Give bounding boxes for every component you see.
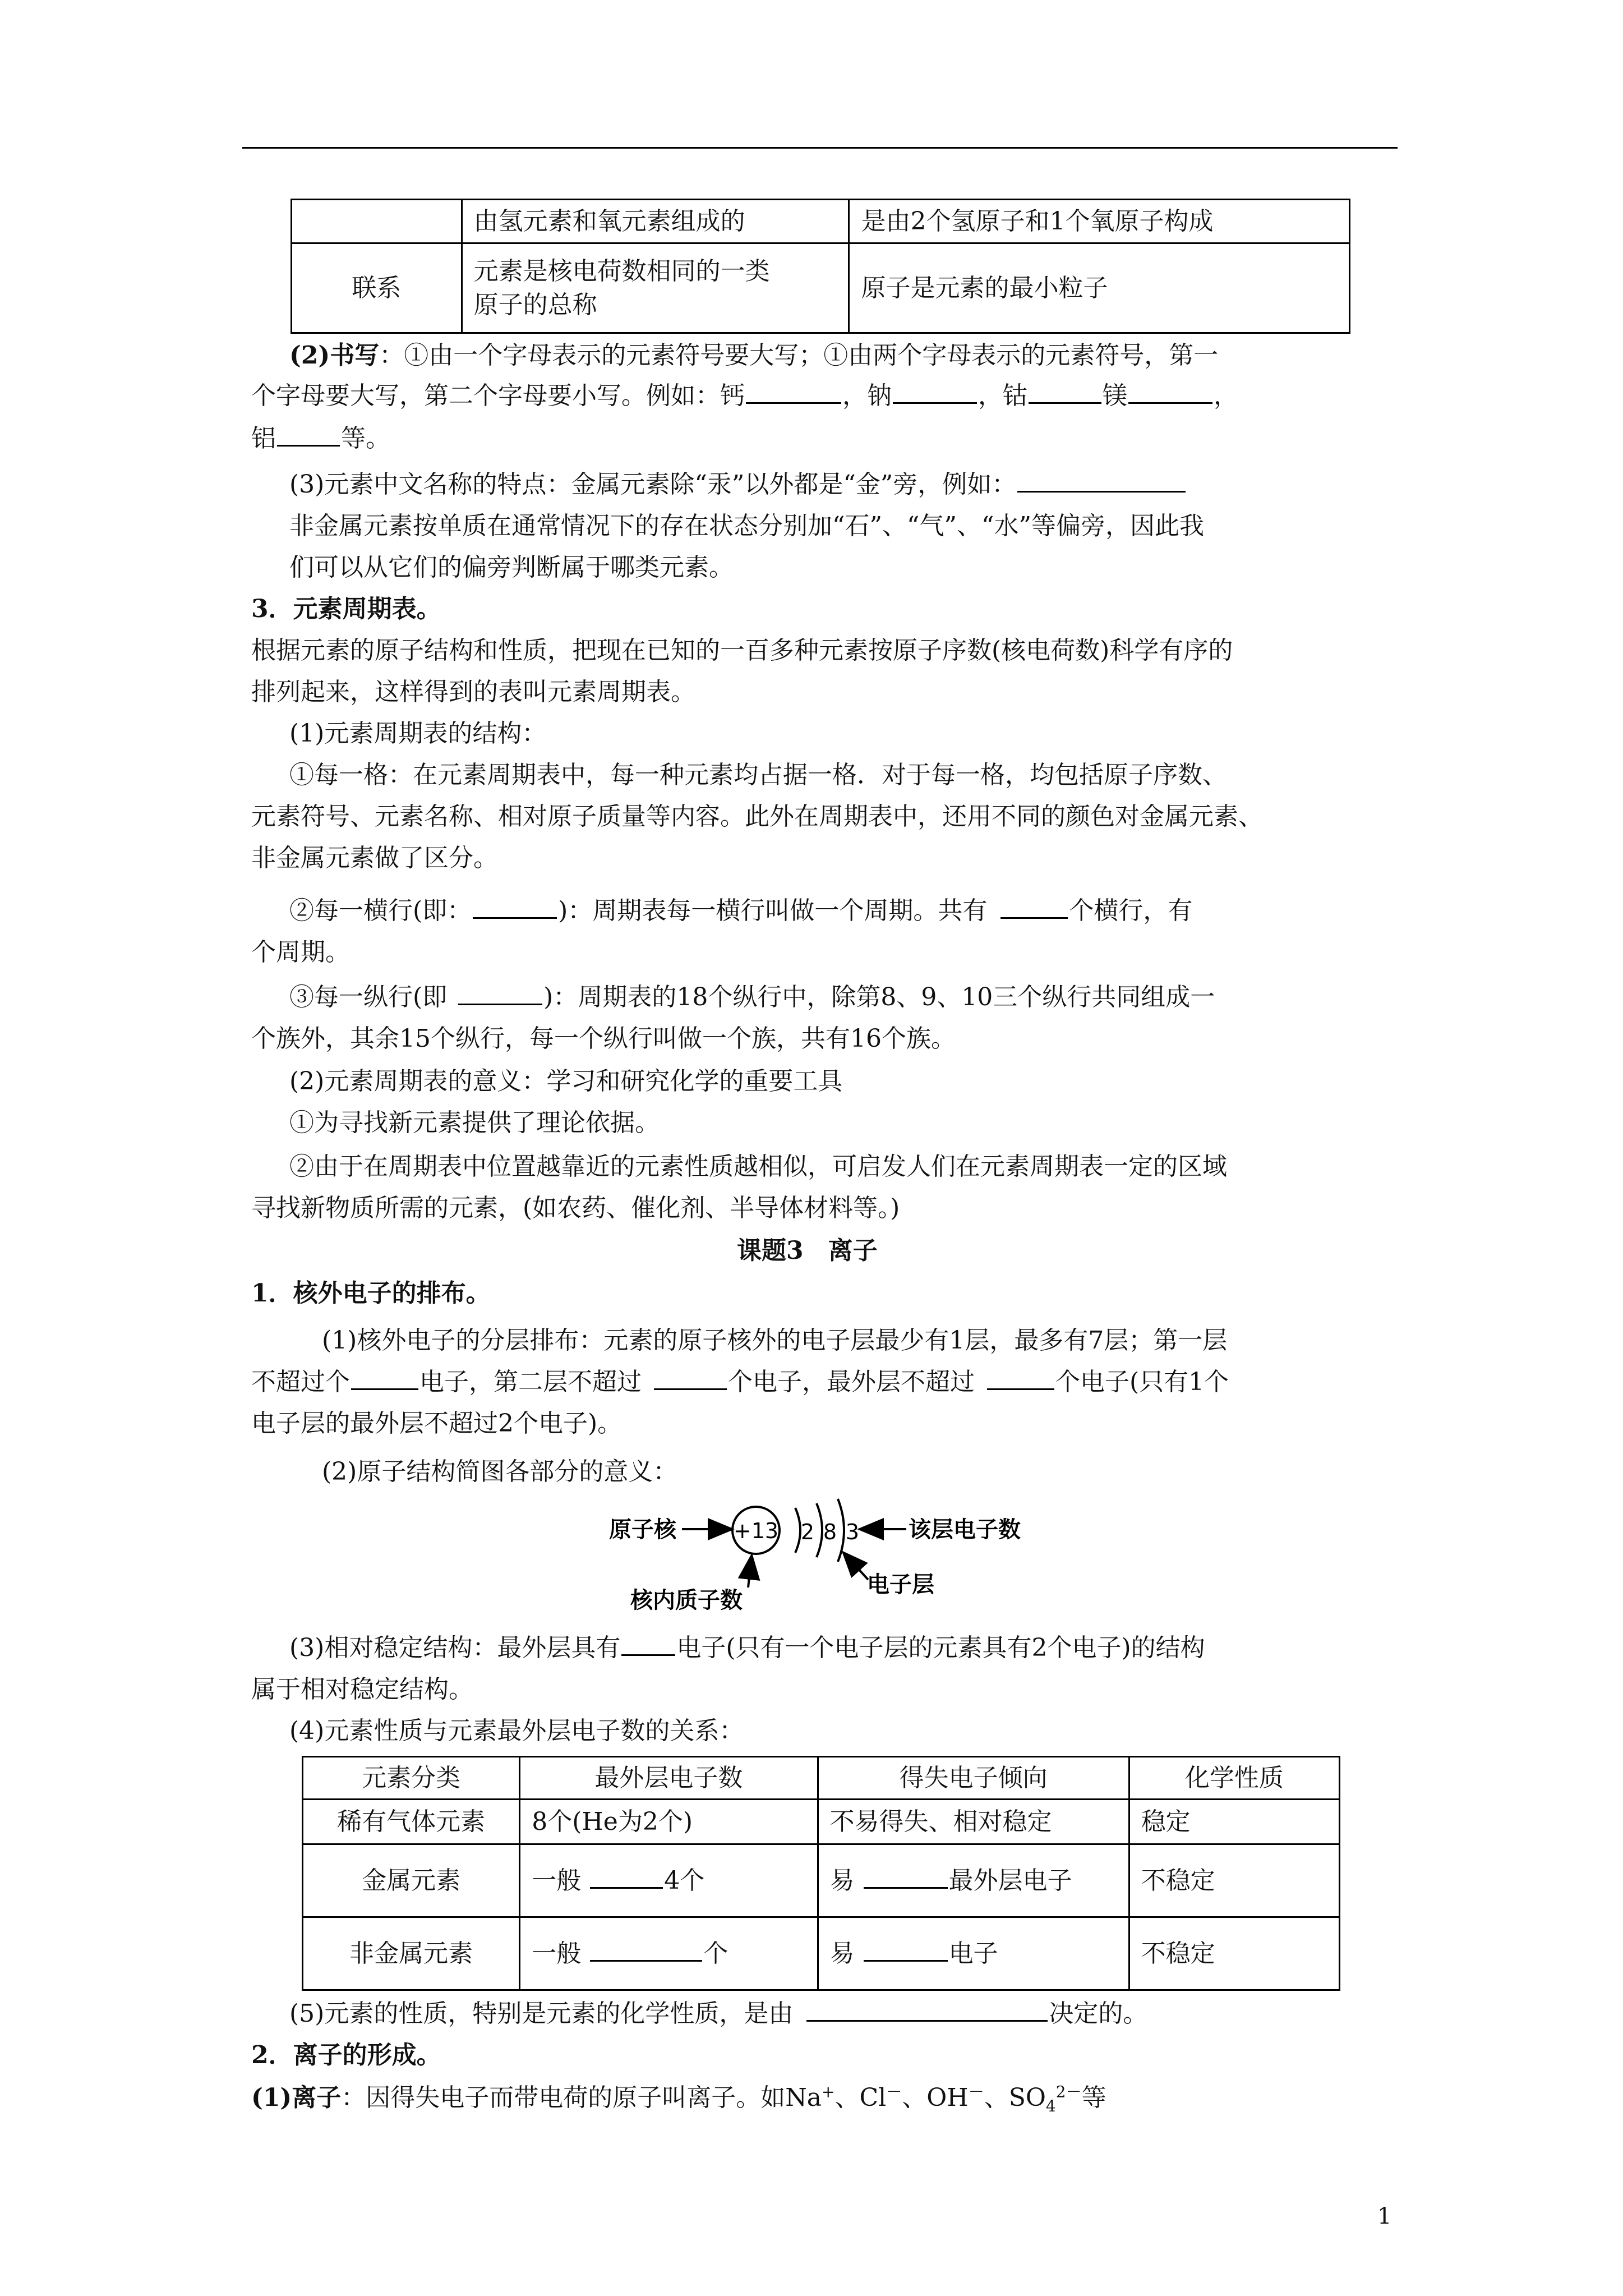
- text: 、OH: [902, 2083, 969, 2112]
- table-cell: 由氢元素和氧元素组成的: [462, 200, 849, 243]
- text: 铝: [251, 424, 276, 453]
- text: 4个: [664, 1866, 705, 1895]
- section-heading: 2．离子的形成。: [251, 2041, 441, 2069]
- paragraph-line: (1)核外电子的分层排布：元素的原子核外的电子层最少有1层，最多有7层；第一层: [322, 1326, 1228, 1355]
- answer-blank[interactable]: [864, 1865, 948, 1889]
- answer-blank[interactable]: [590, 1865, 663, 1889]
- table-cell: 8个(He为2个): [520, 1800, 818, 1844]
- writing-line-1: [289, 339, 1218, 372]
- table-cell: [818, 1844, 1129, 1917]
- table-cell: 稀有气体元素: [303, 1800, 520, 1844]
- text: 镁: [1103, 381, 1127, 410]
- shell-arc: [817, 1503, 822, 1557]
- text: 易: [829, 1939, 855, 1968]
- paragraph-line: 属于相对稳定结构。: [251, 1675, 473, 1704]
- nucleus-label: 原子核: [609, 1517, 676, 1543]
- answer-blank[interactable]: [473, 895, 557, 919]
- table-cell: 是由2个氢原子和1个氧原子构成: [849, 200, 1350, 243]
- proton-label: 核内质子数: [630, 1588, 743, 1613]
- answer-blank[interactable]: [1029, 380, 1101, 404]
- section-heading: 3．元素周期表。: [251, 595, 441, 623]
- table-cell: 稳定: [1129, 1800, 1339, 1844]
- lesson-title: 课题3 离子: [737, 1236, 878, 1265]
- table-header: 元素分类: [303, 1757, 520, 1800]
- charge: －: [886, 2082, 902, 2101]
- answer-blank[interactable]: [621, 1632, 675, 1656]
- paragraph-line: 元素符号、元素名称、相对原子质量等内容。此外在周期表中，还用不同的颜色对金属元素、: [251, 802, 1263, 831]
- text: 电子(只有一个电子层的元素具有2个电子)的结构: [676, 1634, 1205, 1662]
- charge: 2－: [1055, 2082, 1082, 2101]
- table-row: [303, 1800, 1340, 1844]
- text: 最外层电子: [948, 1866, 1072, 1895]
- answer-blank[interactable]: [987, 1366, 1054, 1390]
- text: ：①由一个字母表示的元素符号要大写；①由两个字母表示的元素符号，第一: [379, 341, 1219, 370]
- paragraph-line: 排列起来，这样得到的表叫元素周期表。: [251, 678, 695, 706]
- paragraph-line: ①每一格：在元素周期表中，每一种元素均占据一格．对于每一格，均包括原子序数、: [289, 761, 1227, 789]
- text: 不超过个: [251, 1368, 350, 1396]
- paragraph-line: (1)元素周期表的结构：: [289, 719, 547, 748]
- ion-definition: [251, 2081, 1106, 2115]
- table-cell: [462, 243, 849, 333]
- table-row: [303, 1917, 1340, 1990]
- names-line-3: 们可以从它们的偏旁判断属于哪类元素。: [289, 553, 734, 582]
- text: )：周期表每一横行叫做一个周期。共有: [558, 896, 988, 925]
- page-number: 1: [1377, 2203, 1392, 2229]
- paragraph-line: ①为寻找新元素提供了理论依据。: [289, 1108, 660, 1137]
- table-cell: 不易得失、相对稳定: [818, 1800, 1129, 1844]
- paragraph-line: [289, 1631, 1205, 1665]
- paragraph-line: 电子层的最外层不超过2个电子)。: [251, 1409, 623, 1438]
- table-header: 得失电子倾向: [818, 1757, 1129, 1800]
- table-cell: [818, 1917, 1129, 1990]
- text: 、SO: [984, 2083, 1046, 2112]
- answer-blank[interactable]: [806, 1998, 1048, 2022]
- text: 个横行，有: [1069, 896, 1193, 925]
- text: 电子: [948, 1939, 998, 1968]
- text: 等。: [341, 424, 390, 453]
- table-cell: 金属元素: [303, 1844, 520, 1917]
- subscript: 4: [1045, 2096, 1056, 2115]
- text: 个电子(只有1个: [1055, 1368, 1229, 1396]
- cell-line: 原子的总称: [473, 290, 597, 319]
- atom-structure-diagram: [600, 1492, 1049, 1616]
- text: 电子，第二层不超过: [419, 1368, 642, 1396]
- table-cell: 原子是元素的最小粒子: [849, 243, 1350, 333]
- text: (5)元素的性质，特别是元素的化学性质，是由: [289, 1999, 794, 2028]
- paragraph-line: [289, 894, 1192, 928]
- table-cell: 不稳定: [1129, 1844, 1339, 1917]
- answer-blank[interactable]: [893, 380, 977, 404]
- table-header: 最外层电子数: [520, 1757, 818, 1800]
- writing-line-2: [251, 379, 1238, 413]
- text: 一般: [532, 1866, 582, 1895]
- shell-electrons: 8: [823, 1520, 837, 1544]
- text: 个: [703, 1939, 728, 1968]
- text: 等: [1081, 2083, 1106, 2112]
- text: ③每一纵行(即: [289, 983, 448, 1011]
- text: ：因得失电子而带电荷的原子叫离子。如Na: [341, 2083, 822, 2112]
- text: 一般: [532, 1939, 582, 1968]
- text: ，钠: [842, 381, 892, 410]
- element-properties-table: [302, 1756, 1340, 1991]
- paragraph-line: 个族外，其余15个纵行，每一个纵行叫做一个族，共有16个族。: [251, 1024, 956, 1053]
- shell-arrow: [845, 1554, 868, 1580]
- text: 个电子，最外层不超过: [728, 1368, 975, 1396]
- paragraph-line: ②由于在周期表中位置越靠近的元素性质越相似，可启发人们在元素周期表一定的区域: [289, 1152, 1227, 1181]
- names-line-1: [289, 468, 1187, 501]
- table-cell: 不稳定: [1129, 1917, 1339, 1990]
- text: 个字母要大写，第二个字母要小写。例如：钙: [251, 381, 745, 410]
- text: 易: [829, 1866, 855, 1895]
- text: ，: [1214, 381, 1238, 410]
- cell-line: 元素是核电荷数相同的一类: [473, 256, 770, 286]
- text: ②每一横行(即：: [289, 896, 472, 925]
- paragraph-line: [289, 1997, 1147, 2031]
- text: ，钴: [978, 381, 1027, 410]
- writing-label: (2)书写: [289, 341, 380, 370]
- shell-electrons: 3: [845, 1520, 860, 1544]
- names-line-2: 非金属元素按单质在通常情况下的存在状态分别加“石”、“气”、“水”等偏旁，因此我: [289, 512, 1204, 540]
- section-heading: 1．核外电子的排布。: [251, 1279, 491, 1308]
- paragraph-line: [251, 1365, 1229, 1399]
- answer-blank[interactable]: [746, 380, 841, 404]
- answer-blank[interactable]: [1017, 468, 1186, 493]
- ion-label: (1)离子: [251, 2083, 342, 2112]
- answer-blank[interactable]: [1128, 380, 1212, 404]
- table-cell: [520, 1844, 818, 1917]
- table-cell: [292, 200, 462, 243]
- text: )：周期表的18个纵行中，除第8、9、10三个纵行共同组成一: [543, 983, 1215, 1011]
- shell-arc: [838, 1499, 844, 1562]
- nucleus-charge: +13: [733, 1519, 779, 1543]
- shell-arc: [795, 1508, 800, 1553]
- paragraph-line: [289, 981, 1215, 1014]
- answer-blank[interactable]: [590, 1938, 702, 1962]
- table-header: 化学性质: [1129, 1757, 1339, 1800]
- paragraph-line: (2)原子结构简图各部分的意义：: [322, 1457, 678, 1486]
- answer-blank[interactable]: [864, 1938, 948, 1962]
- paragraph-line: (2)元素周期表的意义：学习和研究化学的重要工具: [289, 1067, 843, 1096]
- shell-count-label: 该层电子数: [909, 1517, 1021, 1543]
- paragraph-line: 非金属元素做了区分。: [251, 844, 498, 872]
- paragraph-line: 根据元素的原子结构和性质，把现在已知的一百多种元素按原子序数(核电荷数)科学有序的: [251, 636, 1233, 665]
- proton-arrow: [748, 1557, 751, 1588]
- paragraph-line: 寻找新物质所需的元素，(如农药、催化剂、半导体材料等。): [251, 1194, 900, 1222]
- shell-label: 电子层: [867, 1572, 934, 1598]
- text: 决定的。: [1049, 1999, 1148, 2028]
- element-atom-table: [291, 199, 1350, 334]
- text: (3)相对稳定结构：最外层具有: [289, 1634, 621, 1662]
- table-cell: 非金属元素: [303, 1917, 520, 1990]
- table-cell: [520, 1917, 818, 1990]
- paragraph-line: (4)元素性质与元素最外层电子数的关系：: [289, 1717, 744, 1745]
- answer-blank[interactable]: [458, 981, 542, 1005]
- answer-blank[interactable]: [351, 1366, 418, 1390]
- shell-electrons: 2: [800, 1520, 815, 1544]
- answer-blank[interactable]: [654, 1366, 727, 1390]
- charge: －: [968, 2082, 984, 2101]
- table-row: [303, 1844, 1340, 1917]
- text: 、Cl: [834, 2083, 887, 2112]
- paragraph-line: 个周期。: [251, 938, 350, 967]
- header-rule: [242, 147, 1398, 149]
- table-cell: 联系: [292, 243, 462, 333]
- text: (3)元素中文名称的特点：金属元素除“汞”以外都是“金”旁，例如：: [289, 470, 1017, 499]
- writing-line-3: [251, 422, 390, 455]
- answer-blank[interactable]: [1000, 895, 1068, 919]
- answer-blank[interactable]: [277, 422, 340, 447]
- charge: +: [822, 2082, 835, 2101]
